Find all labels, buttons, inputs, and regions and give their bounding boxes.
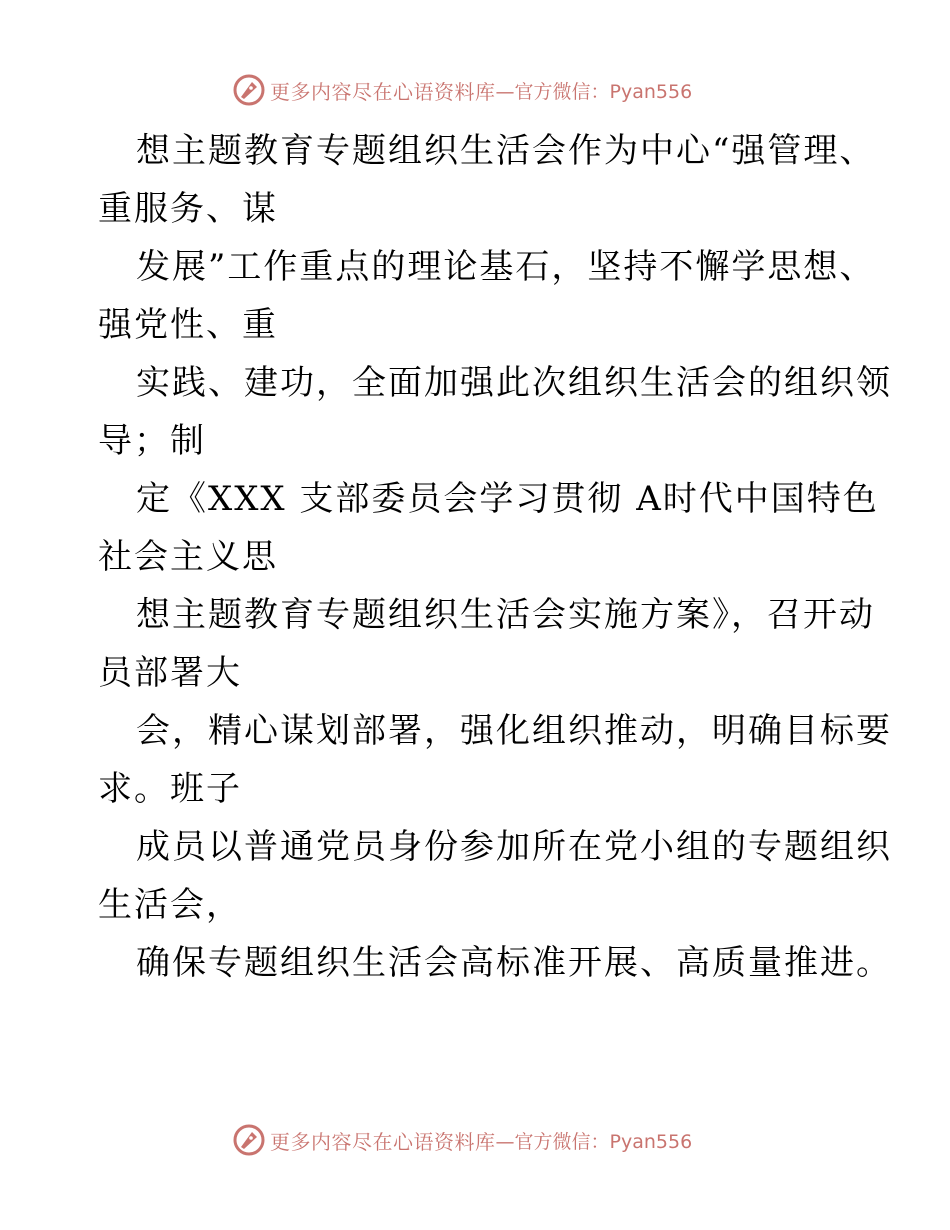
text-line: 生活会，	[98, 885, 242, 925]
text-line: 会，精心谋划部署，强化组织推动，明确目标要	[136, 711, 892, 751]
watermark-contact-text: —官方微信：Pyan556	[495, 80, 693, 103]
watermark-contact-text: —官方微信：Pyan556	[495, 1130, 693, 1153]
pen-nib-circle-icon	[232, 1123, 266, 1157]
text-line: 员部署大	[98, 653, 242, 693]
header-watermark	[232, 70, 692, 110]
text-line: 强党性、重	[98, 305, 278, 345]
watermark-brand-text: 更多内容尽在心语资料库	[270, 1129, 496, 1154]
text-line: 想主题教育专题组织生活会实施方案》，召开动	[136, 595, 875, 635]
document-body	[98, 122, 892, 992]
text-line: 实践、建功，全面加强此次组织生活会的组织领	[136, 363, 892, 403]
text-line: 成员以普通党员身份参加所在党小组的专题组织	[136, 827, 892, 867]
text-line: 想主题教育专题组织生活会作为中心“强管理、	[136, 131, 876, 171]
footer-watermark	[232, 1120, 692, 1160]
text-line: 导；制	[98, 421, 206, 461]
watermark-brand-text: 更多内容尽在心语资料库	[270, 79, 496, 104]
text-line: 发展”工作重点的理论基石，坚持不懈学思想、	[136, 247, 876, 287]
pen-nib-circle-icon	[232, 73, 266, 107]
text-line: 定《XXX 支部委员会学习贯彻 A时代中国特色	[136, 479, 879, 519]
text-line: 重服务、谋	[98, 189, 278, 229]
text-line: 求。班子	[98, 769, 242, 809]
text-line: 确保专题组织生活会高标准开展、高质量推进。	[136, 943, 892, 983]
text-line: 社会主义思	[98, 537, 278, 577]
